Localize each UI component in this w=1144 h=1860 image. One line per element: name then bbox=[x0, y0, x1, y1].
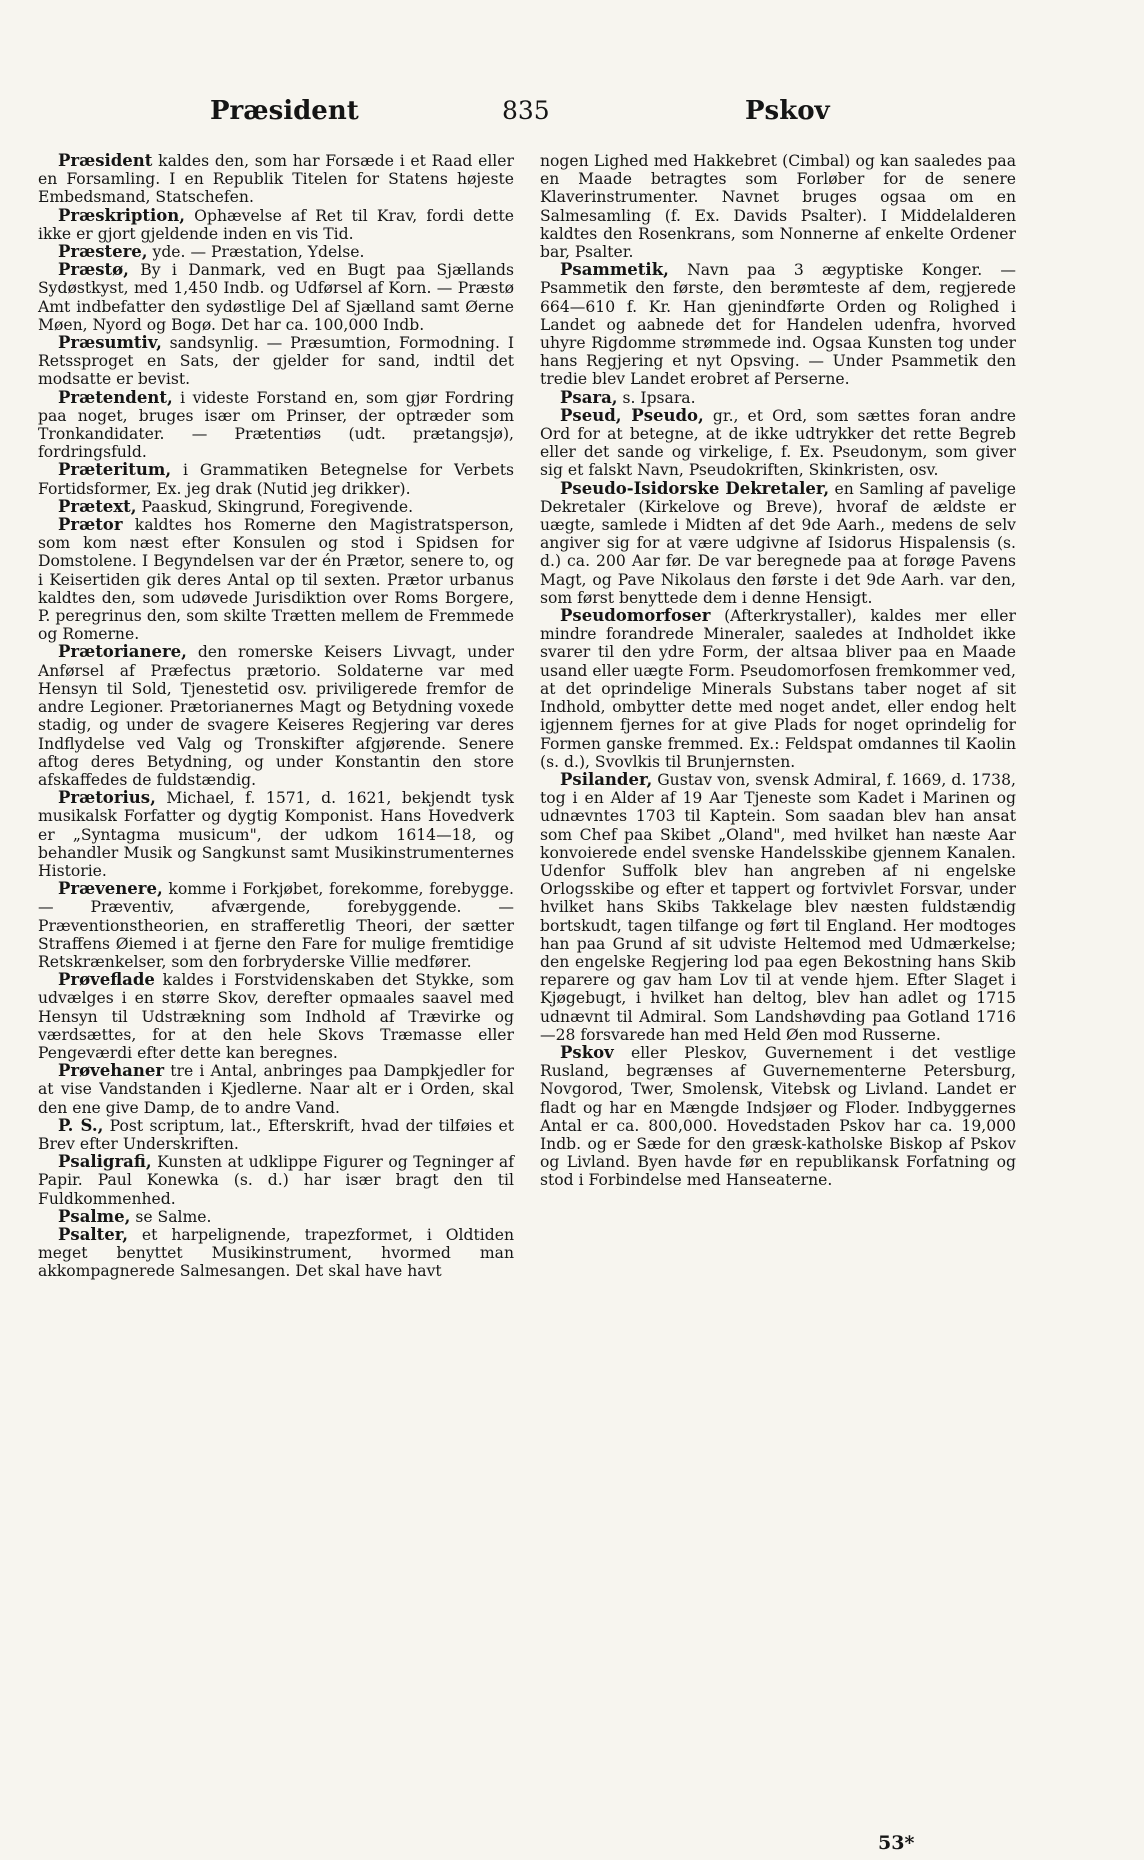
dictionary-entry bbox=[38, 334, 514, 389]
dictionary-entry bbox=[38, 971, 514, 1062]
entry-headword: Præstere, bbox=[58, 242, 148, 262]
dictionary-entry bbox=[38, 461, 514, 497]
entry-text: s. Ipsara. bbox=[622, 388, 696, 407]
running-head-left: Præsident bbox=[210, 96, 359, 126]
dictionary-entry bbox=[38, 789, 514, 880]
entry-headword: Psammetik, bbox=[560, 260, 669, 280]
entry-text: Navn paa 3 ægyptiske Konger. — Psammetik den første, den berømteste af dem, regjerede 664—610 f. Kr. Han gjenindførte Orden og Rolighed i Landet og aabnede det for Handelen udenfra, hvorved uhyre Rigdomme strømmede ind. Ogsaa Kunsten tog under hans Regjering et nyt Opsving. — Under Psammetik den tredie blev Landet erobret af Perserne. bbox=[540, 261, 1016, 389]
entry-headword: Pskov bbox=[560, 1042, 614, 1062]
entry-headword: P. S., bbox=[58, 1115, 104, 1135]
entry-text: tre i Antal, anbringes paa Dampkjedler for at vise Vandstanden i Kjedlerne. Naar alt er i Orden, skal den ene give Damp, de to andre Vand. bbox=[38, 1062, 514, 1117]
dictionary-entry bbox=[38, 261, 514, 334]
entry-text: gr., et Ord, som sættes foran andre Ord for at betegne, at de ikke udtrykker det rette Begreb eller det sande og virkelige, f. Ex. Pseudonym, som giver sig et falskt Navn, Pseudokriften, Skinkristen, osv. bbox=[540, 406, 1016, 480]
entry-headword: Prætext, bbox=[58, 496, 137, 516]
dictionary-entry bbox=[38, 880, 514, 971]
entry-headword: Præsident bbox=[58, 151, 153, 170]
entry-headword: Psalter, bbox=[58, 1224, 129, 1244]
left-column bbox=[38, 152, 514, 1281]
entry-headword: Psaligrafi, bbox=[58, 1152, 152, 1172]
entry-headword: Præteritum, bbox=[58, 460, 172, 480]
entry-text: en Samling af pavelige Dekretaler (Kirkelove og Breve), hvoraf de ældste er uægte, samlede i Midten af det 9de Aarh., medens de selv angiver sig for at være udgivne af Isidorus Hispalensis (s. d.) ca. 200 Aar før. De var beregnede paa at forøge Pavens Magt, og Pave Nikolaus den første i det 9de Aarh. var den, som først benyttede dem i denne Hensigt. bbox=[540, 479, 1016, 607]
entry-text: kaldes i Forstvidenskaben det Stykke, som udvælges i en større Skov, derefter opmaales saavel med Hensyn til Udstrækning som Indhold af Trævirke og værdsættes, for at den hele Skovs Træmasse eller Pengeværdi efter dette kan beregnes. bbox=[38, 971, 514, 1062]
page-number: 835 bbox=[502, 96, 550, 125]
entry-headword: Pseud, Pseudo, bbox=[560, 405, 704, 425]
dictionary-entry bbox=[540, 480, 1016, 607]
entry-text: By i Danmark, ved en Bugt paa Sjællands Sydøstkyst, med 1,450 Indb. og Udførsel af Korn. — Præstø Amt indbefatter den sydøstlige Del af Sjælland samt Øerne Møen, Nyord og Bogø. Det har ca. 100,000 Indb. bbox=[38, 261, 514, 334]
entry-headword: Prætorius, bbox=[58, 788, 156, 808]
running-head-right: Pskov bbox=[745, 96, 830, 126]
entry-text: Michael, f. 1571, d. 1621, bekjendt tysk musikalsk Forfatter og dygtig Komponist. Hans Hovedverk er „Syntagma musicum", der udkom 1614—18, og behandler Musik og Sangkunst samt Musikinstrumenternes Historie. bbox=[38, 789, 514, 880]
entry-text: (Afterkrystaller), kaldes mer eller mindre forandrede Mineraler, saaledes at Indholdet ikke svarer til den ydre Form, der altsaa bliver paa en Maade usand eller uægte Form. Pseudomorfosen fremkommer ved, at det oprindelige Minerals Substans taber noget af sit Indhold, ombytter dette med noget andet, eller endog helt igjennem fjernes for at give Plads for noget oprindelig for Formen ganske fremmed. Ex.: Feldspat omdannes til Kaolin (s. d.), Svovlkis til Brunjernsten. bbox=[540, 607, 1016, 771]
entry-headword: Pseudomorfoser bbox=[560, 606, 711, 626]
entry-text: Gustav von, svensk Admiral, f. 1669, d. 1738, tog i en Alder af 19 Aar Tjeneste som Kadet i Marinen og udnævntes 1703 til Kaptein. Som saadan blev han ansat som Chef paa Skibet „Oland", med hvilket han næste Aar konvoierede endel svenske Handelsskibe gjennem Kanalen. Udenfor Suffolk blev han angreben af ni engelske Orlogsskibe og efter et tappert og fortvivlet Forsvar, under hvilket hans Skibs Takkelage blev næsten fuldstændig bortskudt, tagen tilfange og ført til England. Her modtoges han paa Grund af sit udviste Heltemod med Udmærkelse; den engelske Regjering lod paa egen Bekostning hans Skib reparere og gav ham Lov til at vende hjem. Efter Slaget i Kjøgebugt, i hvilket han deltog, blev han adlet og 1715 udnævnt til Admiral. Som Landshøvding paa Gotland 1716—28 forsvarede han med Held Øen mod Russerne. bbox=[540, 770, 1016, 1044]
entry-headword: Psilander, bbox=[560, 769, 653, 789]
dictionary-entry bbox=[38, 1208, 514, 1226]
entry-text: sandsynlig. — Præsumtion, Formodning. I Retssproget en Sats, der gjelder for sand, indtil det modsatte er bevist. bbox=[38, 334, 514, 389]
dictionary-entry bbox=[38, 643, 514, 789]
entry-text: i videste Forstand en, som gjør Fordring paa noget, bruges især om Prinser, der optræder som Tronkandidater. — Prætentiøs (udt. prætangsjø), fordringsfuld. bbox=[38, 388, 514, 462]
entry-headword: Prætorianere, bbox=[58, 642, 187, 662]
entry-headword: Prætor bbox=[58, 515, 123, 535]
entry-text: eller Pleskov, Guvernement i det vestlige Rusland, begrænses af Guvernementerne Petersburg, Novgorod, Twer, Smolensk, Vitebsk og Livland. Landet er fladt og har en Mængde Indsjøer og Floder. Indbyggernes Antal er ca. 800,000. Hovedstaden Pskov har ca. 19,000 Indb. og er Sæde for den græsk-katholske Biskop af Pskov og Livland. Byen havde før en republikansk Forfatning og stod i Forbindelse med Hanseaterne. bbox=[540, 1043, 1016, 1190]
dictionary-entry bbox=[540, 152, 1016, 261]
entry-headword: Pseudo-Isidorske Dekretaler, bbox=[560, 478, 830, 498]
entry-text: i Grammatiken Betegnelse for Verbets Fortidsformer, Ex. jeg drak (Nutid jeg drikker). bbox=[38, 461, 514, 498]
dictionary-entry bbox=[38, 243, 514, 261]
dictionary-entry bbox=[540, 1044, 1016, 1190]
dictionary-entry bbox=[38, 498, 514, 516]
entry-headword: Psalme, bbox=[58, 1206, 131, 1226]
dictionary-entry bbox=[38, 1062, 514, 1117]
dictionary-entry bbox=[38, 389, 514, 462]
dictionary-entry bbox=[38, 207, 514, 243]
entry-text: se Salme. bbox=[135, 1207, 212, 1226]
entry-headword: Prøvehaner bbox=[58, 1061, 165, 1081]
entry-headword: Prøveflade bbox=[58, 970, 155, 990]
dictionary-entry bbox=[38, 1226, 514, 1281]
dictionary-entry bbox=[540, 389, 1016, 407]
entry-headword: Præstø, bbox=[58, 260, 129, 280]
dictionary-entry bbox=[540, 407, 1016, 480]
dictionary-entry bbox=[540, 607, 1016, 771]
entry-text: Ophævelse af Ret til Krav, fordi dette ikke er gjort gjeldende inden en vis Tid. bbox=[38, 206, 514, 243]
dictionary-entry bbox=[540, 771, 1016, 1044]
entry-text: yde. — Præstation, Ydelse. bbox=[152, 243, 365, 262]
dictionary-entry bbox=[38, 1153, 514, 1208]
entry-headword: Præskription, bbox=[58, 205, 186, 225]
entry-text: et harpelignende, trapezformet, i Oldtiden meget benyttet Musikinstrument, hvormed man akkompagnerede Salmesangen. Det skal have havt bbox=[38, 1225, 514, 1281]
dictionary-entry bbox=[38, 152, 514, 207]
entry-headword: Psara, bbox=[560, 387, 618, 407]
entry-headword: Prætendent, bbox=[58, 387, 173, 407]
entry-headword: Præsumtiv, bbox=[58, 333, 162, 353]
dictionary-entry bbox=[38, 516, 514, 643]
right-column bbox=[540, 152, 1016, 1190]
entry-text: komme i Forkjøbet, forekomme, forebygge. — Præventiv, afværgende, forebyggende. — Præventionstheorien, en strafferetlig Theori, der sætter Straffens Øiemed i at fjerne den Fare for mulige fremtidige Retskrænkelser, som den forbryderske Villie medfører. bbox=[38, 880, 514, 971]
dictionary-entry bbox=[38, 1117, 514, 1153]
entry-headword: Prævenere, bbox=[58, 879, 163, 899]
entry-text: kaldtes hos Romerne den Magistratsperson, som kom næst efter Konsulen og stod i Spidsen for Domstolene. I Begyndelsen var der én Prætor, senere to, og i Keisertiden gik deres Antal op til sexten. Prætor urbanus kaldtes den, som udøvede Jurisdiktion over Roms Borgere, P. peregrinus den, som skilte Trætten mellem de Fremmede og Romerne. bbox=[38, 516, 514, 644]
entry-text: Post scriptum, lat., Efterskrift, hvad der tilføies et Brev efter Underskriften. bbox=[38, 1116, 514, 1153]
entry-text: Kunsten at udklippe Figurer og Tegninger af Papir. Paul Konewka (s. d.) har især bragt den til Fuldkommenhed. bbox=[38, 1153, 514, 1208]
entry-text: den romerske Keisers Livvagt, under Anførsel af Præfectus prætorio. Soldaterne var med Hensyn til Sold, Tjenestetid osv. priviligerede fremfor de andre Legioner. Prætorianernes Magt og Betydning voxede stadig, og under de svagere Keiseres Regjering var deres Indflydelse ved Valg og Tronskifter afgjørende. Senere aftog deres Betydning, og under Konstantin den store afskaffedes de fuldstændig. bbox=[38, 643, 514, 789]
signature-mark: 53* bbox=[878, 1832, 915, 1854]
dictionary-entry bbox=[540, 261, 1016, 388]
entry-text: kaldes den, som har Forsæde i et Raad eller en Forsamling. I en Republik Titelen for Statens højeste Embedsmand, Statschefen. bbox=[38, 152, 514, 207]
entry-text: Paaskud, Skingrund, Foregivende. bbox=[141, 497, 414, 516]
entry-text: nogen Lighed med Hakkebret (Cimbal) og kan saaledes paa en Maade betragtes som Forløber for de senere Klaverinstrumenter. Navnet bruges ogsaa om en Salmesamling (f. Ex. Davids Psalter). I Middelalderen kaldtes den Rosenkrans, som Nonnerne af enkelte Ordener bar, Psalter. bbox=[540, 152, 1016, 262]
